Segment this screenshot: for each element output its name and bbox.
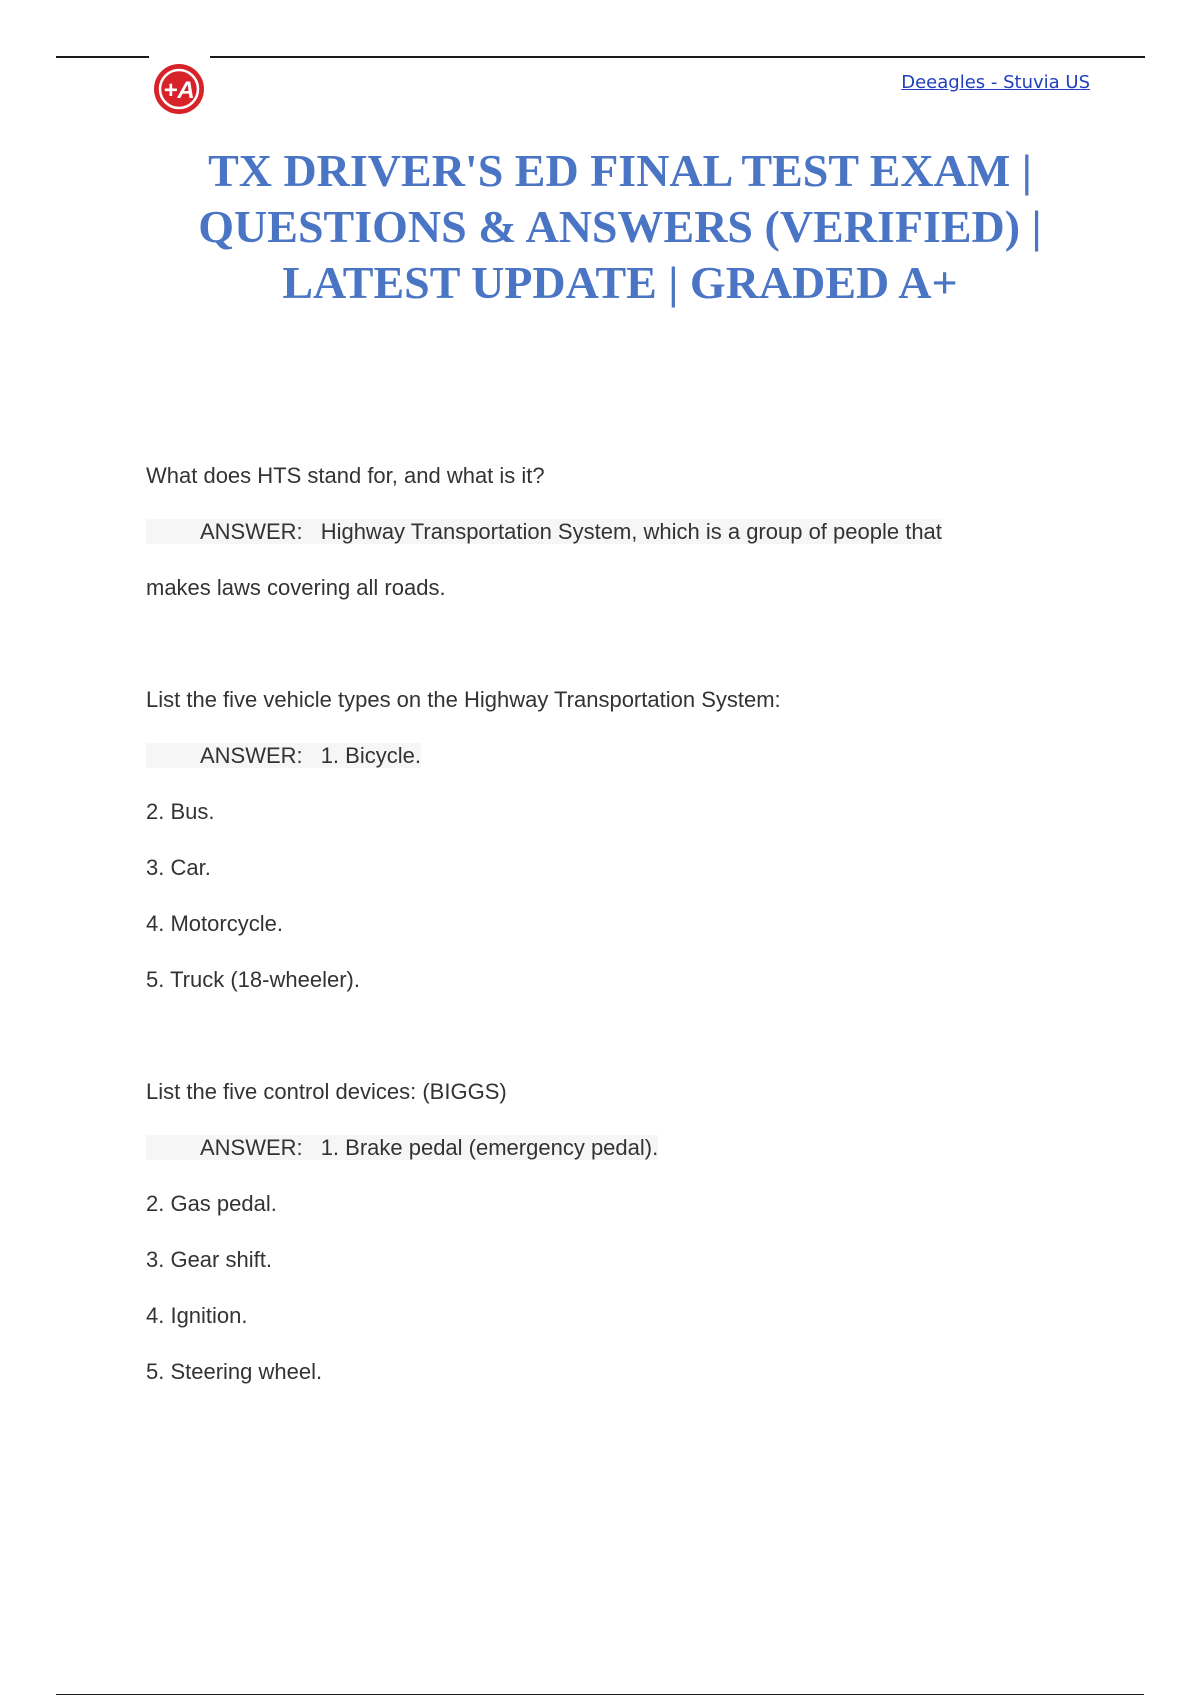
answer-list-item: 4. Motorcycle. xyxy=(146,911,283,936)
header-rule-left xyxy=(56,56,149,58)
answer-label: ANSWER: xyxy=(200,519,303,544)
qa-list xyxy=(146,448,1066,1456)
answer-list-item: 5. Truck (18-wheeler). xyxy=(146,967,360,992)
question-text: List the five control devices: (BIGGS) xyxy=(146,1079,507,1104)
title-line: TX DRIVER'S ED FINAL TEST EXAM | xyxy=(208,145,1032,196)
qa-item xyxy=(146,1064,1066,1400)
answer-list-item: 2. Gas pedal. xyxy=(146,1191,277,1216)
qa-item xyxy=(146,448,1066,616)
answer-continuation: makes laws covering all roads. xyxy=(146,575,446,600)
answer-label: ANSWER: xyxy=(200,743,303,768)
a-plus-logo-icon xyxy=(152,62,206,116)
answer-list-item: 3. Gear shift. xyxy=(146,1247,272,1272)
answer-line xyxy=(146,728,1066,784)
answer-line xyxy=(146,1120,1066,1176)
document-title xyxy=(140,143,1100,311)
answer-line xyxy=(146,504,1066,560)
answer-list-item: 5. Steering wheel. xyxy=(146,1359,323,1384)
header-rule-right xyxy=(210,56,1145,58)
question-text: List the five vehicle types on the Highway Transportation System: xyxy=(146,687,781,712)
title-line: LATEST UPDATE | GRADED A+ xyxy=(282,257,958,308)
qa-item xyxy=(146,672,1066,1008)
question-text: What does HTS stand for, and what is it? xyxy=(146,463,545,488)
answer-text: Highway Transportation System, which is a group of people that xyxy=(320,519,942,544)
svg-text:+A: +A xyxy=(163,77,195,104)
answer-list-item: 4. Ignition. xyxy=(146,1303,248,1328)
answer-label: ANSWER: xyxy=(200,1135,303,1160)
answer-list-item: 3. Car. xyxy=(146,855,211,880)
answer-text: 1. Brake pedal (emergency pedal). xyxy=(320,1135,659,1160)
answer-list-item: 2. Bus. xyxy=(146,799,215,824)
footer-rule xyxy=(56,1694,1144,1695)
answer-text: 1. Bicycle. xyxy=(320,743,421,768)
header-seller-link[interactable]: Deeagles - Stuvia US xyxy=(901,72,1090,93)
title-line: QUESTIONS & ANSWERS (VERIFIED) | xyxy=(198,201,1042,252)
